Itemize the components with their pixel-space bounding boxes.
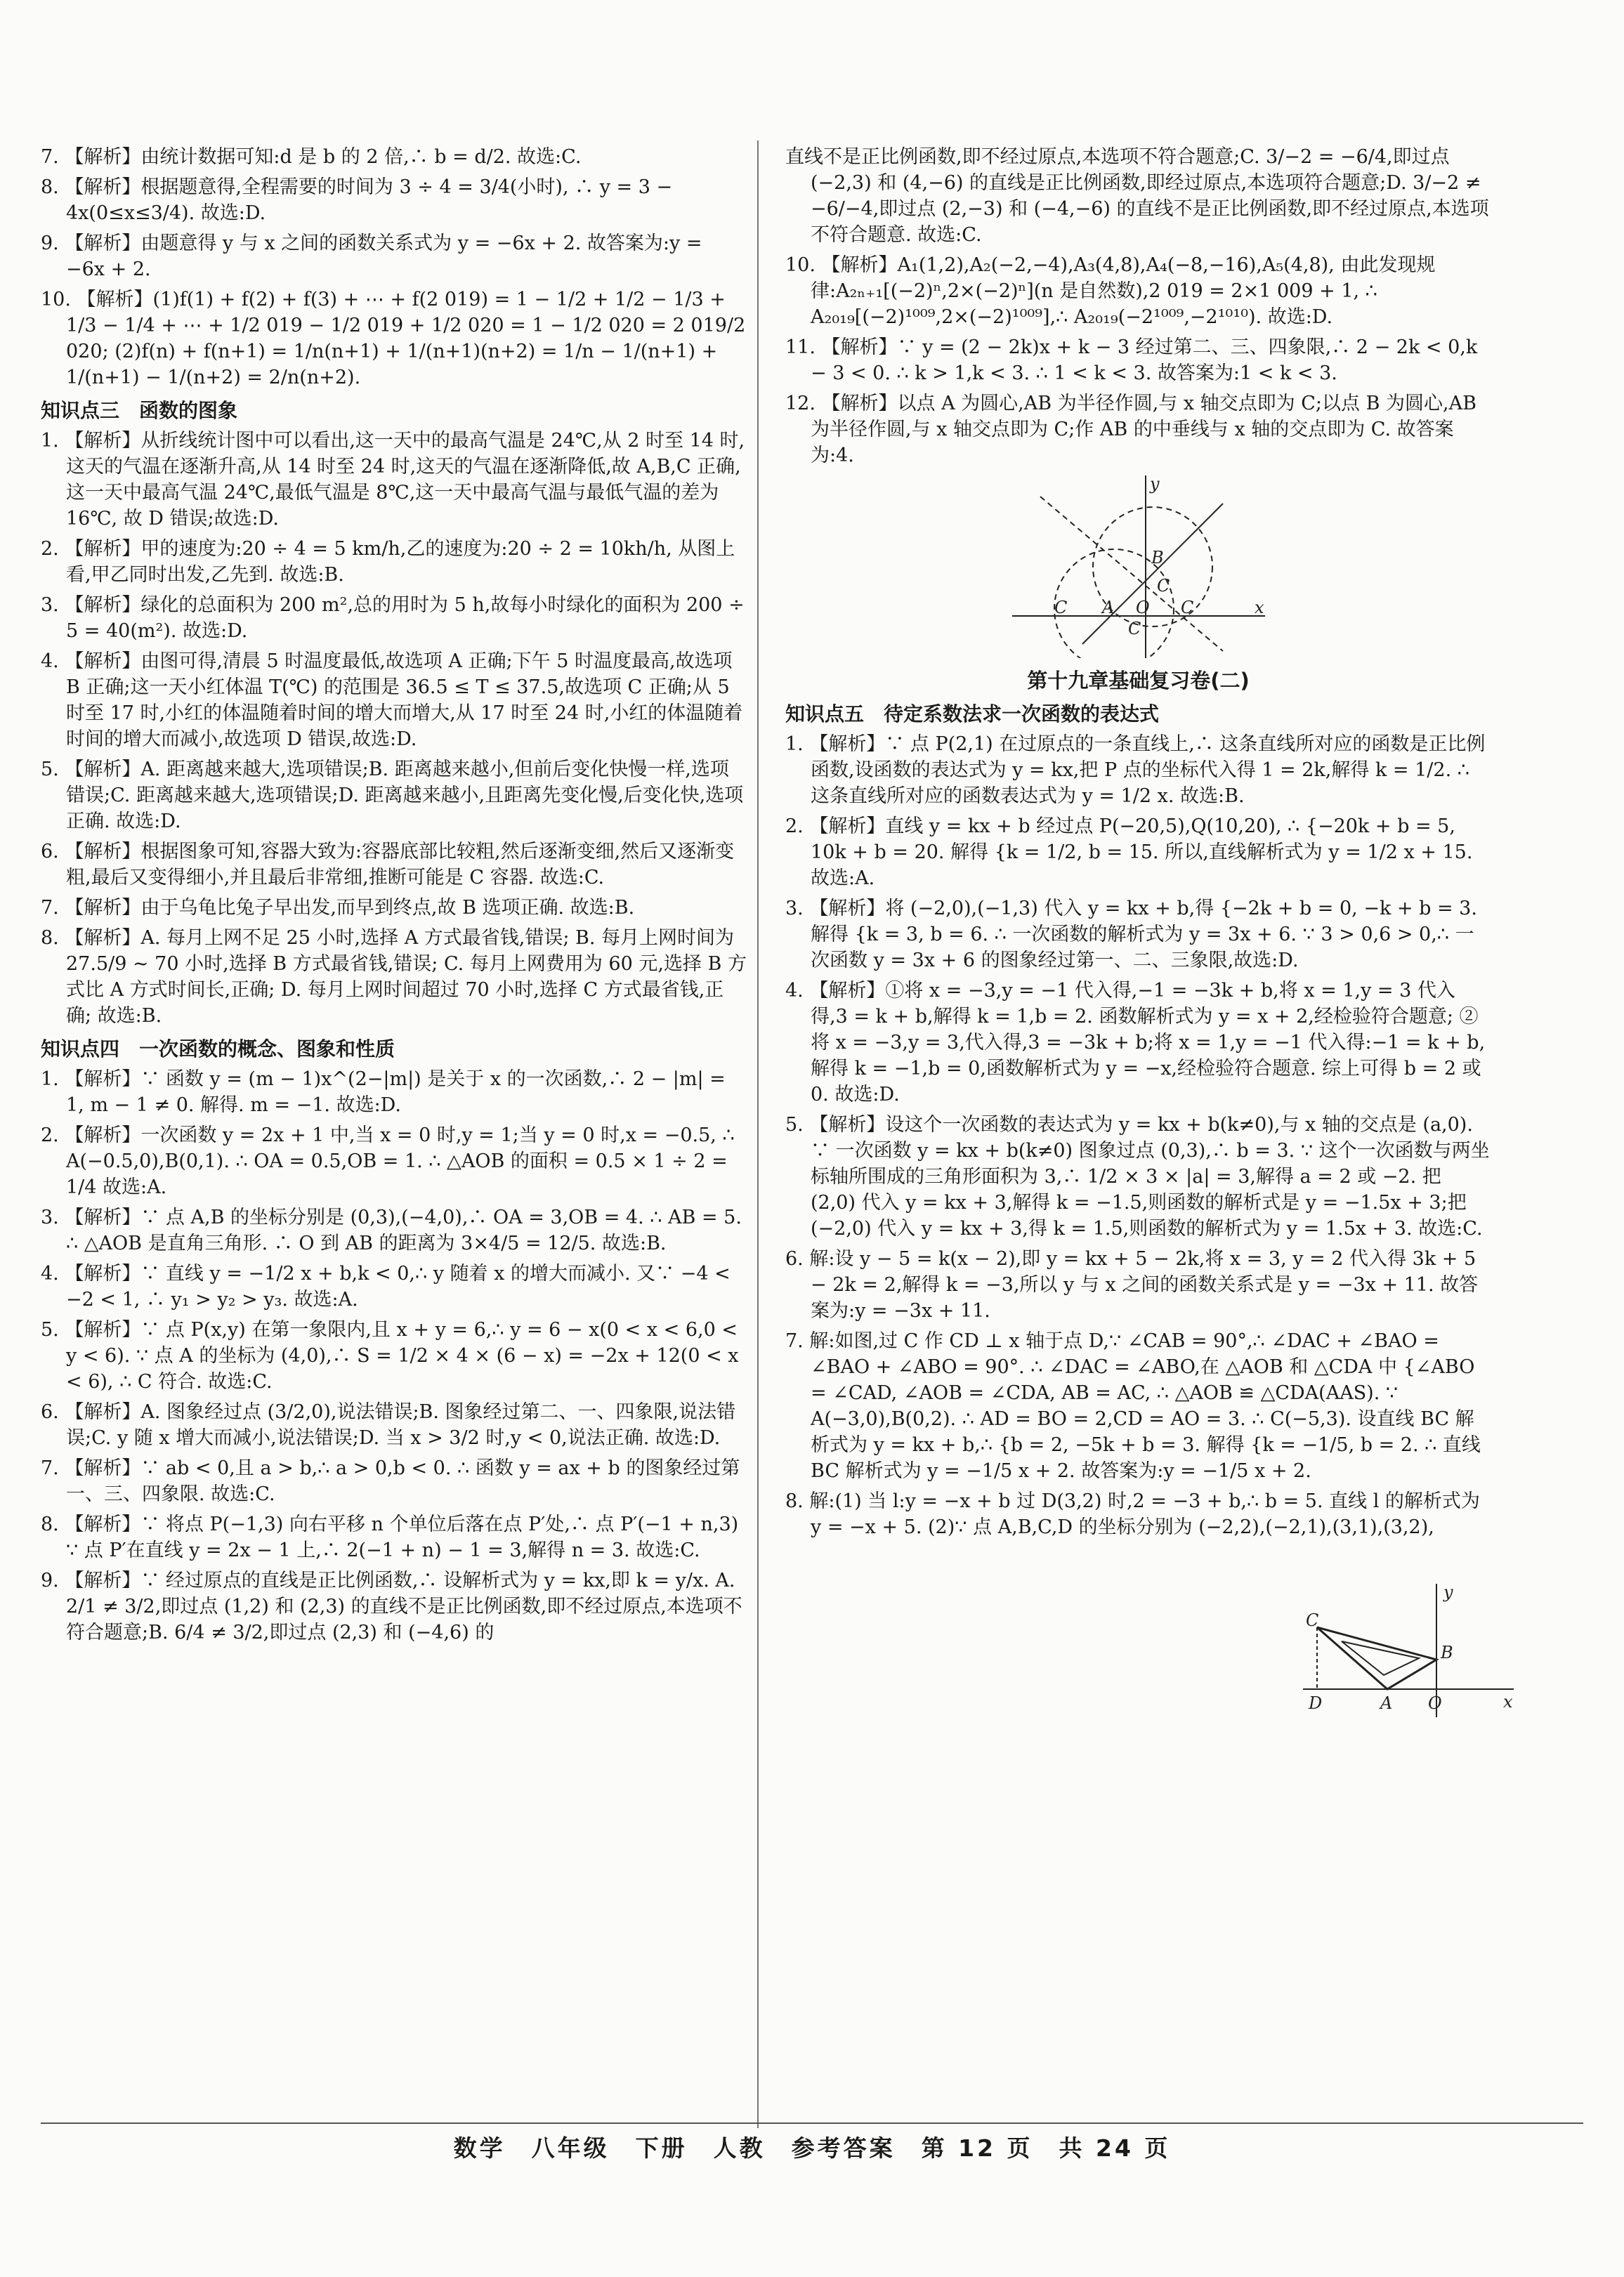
answer-item: 7. 【解析】∵ ab < 0,且 a > b,∴ a > 0,b < 0. ∴ 函数 y = ax + b 的图象经过第一、三、四象限. 故选:C. (41, 1457, 740, 1505)
answer-item: 7. 解:如图,过 C 作 CD ⊥ x 轴于点 D,∵ ∠CAB = 90°,∴ ∠DAC + ∠BAO = ∠BAO + ∠ABO = 90°. ∴ ∠DAC = ∠ABO,在 △AOB 和 △CDA 中 {∠ABO = ∠CAD, ∠AOB = ∠CDA, AB = AC, ∴ △AOB ≌ △CDA(AAS). ∵ A(−3,0),B(0,2). ∴ AD = BO = 2,CD = AO = 3. ∴ C(−5,3). 设直线 BC 解析式为 y = kx + b,∴ {b = 2, −5k + b = 3. 解得 {k = −1/5, b = 2. ∴ 直线 BC 解析式为 y = −1/5 x + 2. 故答案为:y = −1/5 x + 2. (785, 1330, 1481, 1482)
answer-item: 9. 【解析】∵ 经过原点的直线是正比例函数,∴ 设解析式为 y = kx,即 k = y/x. A. 2/1 ≠ 3/2,即过点 (1,2) 和 (2,3) 的直线不是正比例函数,即不经过原点,本选项不符合题意;B. 6/4 ≠ 3/2,即过点 (2,3) 和 (−4,6) 的 (41, 1570, 742, 1643)
svg-text:C: C (1156, 576, 1170, 596)
answer-item: 9. 【解析】由题意得 y 与 x 之间的函数关系式为 y = −6x + 2. 故答案为:y = −6x + 2. (41, 232, 702, 280)
answer-item: 10. 【解析】(1)f(1) + f(2) + f(3) + ⋯ + f(2 019) = 1 − 1/2 + 1/2 − 1/3 + 1/3 − 1/4 + ⋯ + 1/2 019 − 1/2 019 + 1/2 020 = 1 − 1/2 020 = 2 019/2 020; (2)f(n) + f(n+1) = 1/n(n+1) + 1/(n+1)(n+2) = 1/n − 1/(n+1) + 1/(n+1) − 1/(n+2) = 2/n(n+2). (41, 289, 746, 388)
page-footer: 数学 八年级 下册 人教 参考答案 第 12 页 共 24 页 (453, 2134, 1171, 2162)
answer-item: 直线不是正比例函数,即不经过原点,本选项不符合题意;C. 3/−2 = −6/4,即过点 (−2,3) 和 (4,−6) 的直线是正比例函数,即经过原点,本选项符合题意;D. 3/−2 ≠ −6/−4,即过点 (2,−3) 和 (−4,−6) 的直线不是正比例函数,即不经过原点,本选项不符合题意. 故选:C. (785, 146, 1489, 246)
answer-item: 7. 【解析】由统计数据可知:d 是 b 的 2 倍,∴ b = d/2. 故选:C. (41, 146, 582, 168)
answer-item: 3. 【解析】∵ 点 A,B 的坐标分别是 (0,3),(−4,0),∴ OA = 3,OB = 4. ∴ AB = 5. ∴ △AOB 是直角三角形. ∴ O 到 AB 的距离为 3×4/5 = 12/5. 故选:B. (41, 1207, 742, 1254)
answer-item: 4. 【解析】∵ 直线 y = −1/2 x + b,k < 0,∴ y 随着 x 的增大而减小. 又∵ −4 < −2 < 1, ∴ y₁ > y₂ > y₃. 故选:A. (41, 1263, 731, 1311)
answer-item: 6. 【解析】A. 图象经过点 (3/2,0),说法错误;B. 图象经过第二、一、四象限,说法错误;C. y 随 x 增大而减小,说法错误;D. 当 x > 3/2 时,y < 0,说法正确. 故选:D. (41, 1401, 736, 1449)
svg-text:A: A (1380, 1693, 1393, 1713)
right-column (785, 144, 1491, 1544)
answer-item: 10. 【解析】A₁(1,2),A₂(−2,−4),A₃(4,8),A₄(−8,−16),A₅(4,8), 由此发现规律:A₂ₙ₊₁[(−2)ⁿ,2×(−2)ⁿ](n 是自然数),2 019 = 2×1 009 + 1, ∴ A₂₀₁₉[(−2)¹⁰⁰⁹,2×(−2)¹⁰⁰⁹],∴ A₂₀₁₉(−2¹⁰⁰⁹,−2¹⁰¹⁰). 故选:D. (785, 254, 1436, 328)
answer-item: 2. 【解析】一次函数 y = 2x + 1 中,当 x = 0 时,y = 1;当 y = 0 时,x = −0.5, ∴ A(−0.5,0),B(0,1). ∴ OA = 0.5,OB = 1. ∴ △AOB 的面积 = 0.5 × 1 ÷ 2 = 1/4 故选:A. (41, 1124, 735, 1198)
svg-text:x: x (1503, 1692, 1513, 1712)
section-heading: 知识点三 函数的图象 (41, 399, 238, 422)
answer-item: 8. 解:(1) 当 l:y = −x + b 过 D(3,2) 时,2 = −3 + b,∴ b = 5. 直线 l 的解析式为 y = −x + 5. (2)∵ 点 A,B,C,D 的坐标分别为 (−2,2),(−2,1),(3,1),(3,2), (785, 1490, 1480, 1538)
svg-text:O: O (1135, 598, 1150, 617)
answer-item: 1. 【解析】∵ 函数 y = (m − 1)x^(2−|m|) 是关于 x 的一次函数,∴ 2 − |m| = 1, m − 1 ≠ 0. 解得. m = −1. 故选:D. (41, 1068, 726, 1116)
answer-item: 1. 【解析】从折线统计图中可以看出,这一天中的最高气温是 24℃,从 2 时至 14 时,这天的气温在逐渐升高,从 14 时至 24 时,这天的气温在逐渐降低,故 A,B,C 正确, 这一天中最高气温 24℃,最低气温是 8℃,这一天中最高气温与最低气温的差为 16℃, 故 D 错误;故选:D. (41, 430, 745, 530)
answer-item: 7. 【解析】由于乌龟比兔子早出发,而早到终点,故 B 选项正确. 故选:B. (41, 897, 635, 919)
svg-text:C: C (1306, 1610, 1319, 1630)
answer-item: 11. 【解析】∵ y = (2 − 2k)x + k − 3 经过第二、三、四象限,∴ 2 − 2k < 0,k − 3 < 0. ∴ k > 1,k < 3. ∴ 1 < k < 3. 故答案为:1 < k < 3. (785, 336, 1478, 384)
svg-text:C: C (1054, 598, 1067, 617)
section-heading: 知识点五 待定系数法求一次函数的表达式 (785, 702, 1160, 726)
triangle-figure (1303, 1584, 1514, 1724)
svg-text:C: C (1180, 598, 1193, 617)
footer-rule (41, 2122, 1583, 2124)
answer-item: 6. 解:设 y − 5 = k(x − 2),即 y = kx + 5 − 2k,将 x = 3, y = 2 代入得 3k + 5 − 2k = 2,解得 k = −3,所以 y 与 x 之间的函数关系式是 y = −3x + 11. 故答案为:y = −3x + 11. (785, 1248, 1479, 1322)
answer-item: 2. 【解析】直线 y = kx + b 经过点 P(−20,5),Q(10,20), ∴ {−20k + b = 5, 10k + b = 20. 解得 {k = 1/2, b = 15. 所以,直线解析式为 y = 1/2 x + 15. 故选:A. (785, 815, 1473, 889)
answer-item: 2. 【解析】甲的速度为:20 ÷ 4 = 5 km/h,乙的速度为:20 ÷ 2 = 10kh/h, 从图上看,甲乙同时出发,乙先到. 故选:B. (41, 538, 735, 586)
svg-text:y: y (1443, 1584, 1453, 1602)
answer-item: 12. 【解析】以点 A 为圆心,AB 为半径作圆,与 x 轴交点即为 C;以点 B 为圆心,AB 为半径作圆,与 x 轴交点即为 C;作 AB 的中垂线与 x 轴的交点即为 C. 故答案为:4. (785, 393, 1476, 466)
left-column (41, 144, 747, 1650)
svg-text:x: x (1254, 598, 1264, 617)
circle-construction-figure (1012, 475, 1265, 658)
svg-text:A: A (1101, 598, 1114, 617)
svg-text:B: B (1151, 548, 1164, 567)
answer-item: 8. 【解析】A. 每月上网不足 25 小时,选择 A 方式最省钱,错误; B. 每月上网时间为 27.5/9 ~ 70 小时,选择 B 方式最省钱,错误; C. 每月上网费用为 60 元,选择 B 方式比 A 方式时间长,正确; D. 每月上网时间超过 70 小时,选择 C 方式最省钱,正确; 故选:B. (41, 927, 747, 1027)
section-heading: 知识点四 一次函数的概念、图象和性质 (41, 1037, 395, 1061)
svg-text:D: D (1309, 1693, 1323, 1713)
answer-item: 1. 【解析】∵ 点 P(2,1) 在过原点的一条直线上,∴ 这条直线所对应的函数是正比例函数,设函数的表达式为 y = kx,把 P 点的坐标代入得 1 = 2k,解得 k = 1/2. ∴ 这条直线所对应的函数表达式为 y = 1/2 x. 故选:B. (785, 733, 1486, 807)
svg-text:O: O (1428, 1693, 1442, 1713)
answer-item: 3. 【解析】绿化的总面积为 200 m²,总的用时为 5 h,故每小时绿化的面积为 200 ÷ 5 = 40(m²). 故选:D. (41, 594, 745, 642)
answer-item: 6. 【解析】根据图象可知,容器大致为:容器底部比较粗,然后逐渐变细,然后又逐渐变粗,最后又变得细小,并且最后非常细,推断可能是 C 容器. 故选:C. (41, 841, 735, 888)
answer-item: 8. 【解析】根据题意得,全程需要的时间为 3 ÷ 4 = 3/4(小时), ∴ y = 3 − 4x(0≤x≤3/4). 故选:D. (41, 176, 673, 224)
column-divider (757, 140, 759, 2128)
answer-item: 4. 【解析】由图可得,清晨 5 时温度最低,故选项 A 正确;下午 5 时温度最高,故选项 B 正确;这一天小红体温 T(℃) 的范围是 36.5 ≤ T ≤ 37.5,故选项 C 正确;从 5 时至 17 时,小红的体温随着时间的增大而增大,从 17 时至 24 时,小红的体温随着时间的增大而减小,故选项 D 错误,故选:D. (41, 650, 743, 750)
answer-item: 4. 【解析】①将 x = −3,y = −1 代入得,−1 = −3k + b,将 x = 1,y = 3 代入得,3 = k + b,解得 k = 1,b = 2. 函数解析式为 y = x + 2,经检验符合题意; ②将 x = −3,y = 3,代入得,3 = −3k + b;将 x = 1,y = −1 代入得:−1 = k + b,解得 k = −1,b = 0,函数解析式为 y = −x,经检验符合题意. 综上可得 b = 2 或 0. 故选:D. (785, 980, 1486, 1105)
svg-text:C: C (1127, 619, 1141, 638)
section-heading: 第十九章基础复习卷(二) (1027, 669, 1250, 693)
svg-text:B: B (1441, 1643, 1453, 1662)
answer-item: 3. 【解析】将 (−2,0),(−1,3) 代入 y = kx + b,得 {−2k + b = 0, −k + b = 3. 解得 {k = 3, b = 6. ∴ 一次函数的解析式为 y = 3x + 6. ∵ 3 > 0,6 > 0,∴ 一次函数 y = 3x + 6 的图象经过第一、二、三象限,故选:D. (785, 898, 1477, 971)
answer-item: 8. 【解析】∵ 将点 P(−1,3) 向右平移 n 个单位后落在点 P′处,∴ 点 P′(−1 + n,3) ∵ 点 P′在直线 y = 2x − 1 上,∴ 2(−1 + n) − 1 = 3,解得 n = 3. 故选:C. (41, 1514, 739, 1561)
answer-item: 5. 【解析】∵ 点 P(x,y) 在第一象限内,且 x + y = 6,∴ y = 6 − x(0 < x < 6,0 < y < 6). ∵ 点 A 的坐标为 (4,0),∴ S = 1/2 × 4 × (6 − x) = −2x + 12(0 < x < 6), ∴ C 符合. 故选:C. (41, 1319, 739, 1393)
answer-item: 5. 【解析】A. 距离越来越大,选项错误;B. 距离越来越小,但前后变化快慢一样,选项错误;C. 距离越来越大,选项错误;D. 距离越来越小,且距离先变化慢,后变化快,选项正确. 故选:D. (41, 759, 744, 832)
svg-text:y: y (1149, 475, 1160, 494)
answer-item: 5. 【解析】设这个一次函数的表达式为 y = kx + b(k≠0),与 x 轴的交点是 (a,0). ∵ 一次函数 y = kx + b(k≠0) 图象过点 (0,3),∴ b = 3. ∵ 这个一次函数与两坐标轴所围成的三角形面积为 3,∴ 1/2 × 3 × |a| = 3,解得 a = 2 或 −2. 把 (2,0) 代入 y = kx + 3,解得 k = −1.5,则函数的解析式是 y = −1.5x + 3;把 (−2,0) 代入 y = kx + 3,得 k = 1.5,则函数的解析式为 y = 1.5x + 3. 故选:C. (785, 1114, 1490, 1240)
